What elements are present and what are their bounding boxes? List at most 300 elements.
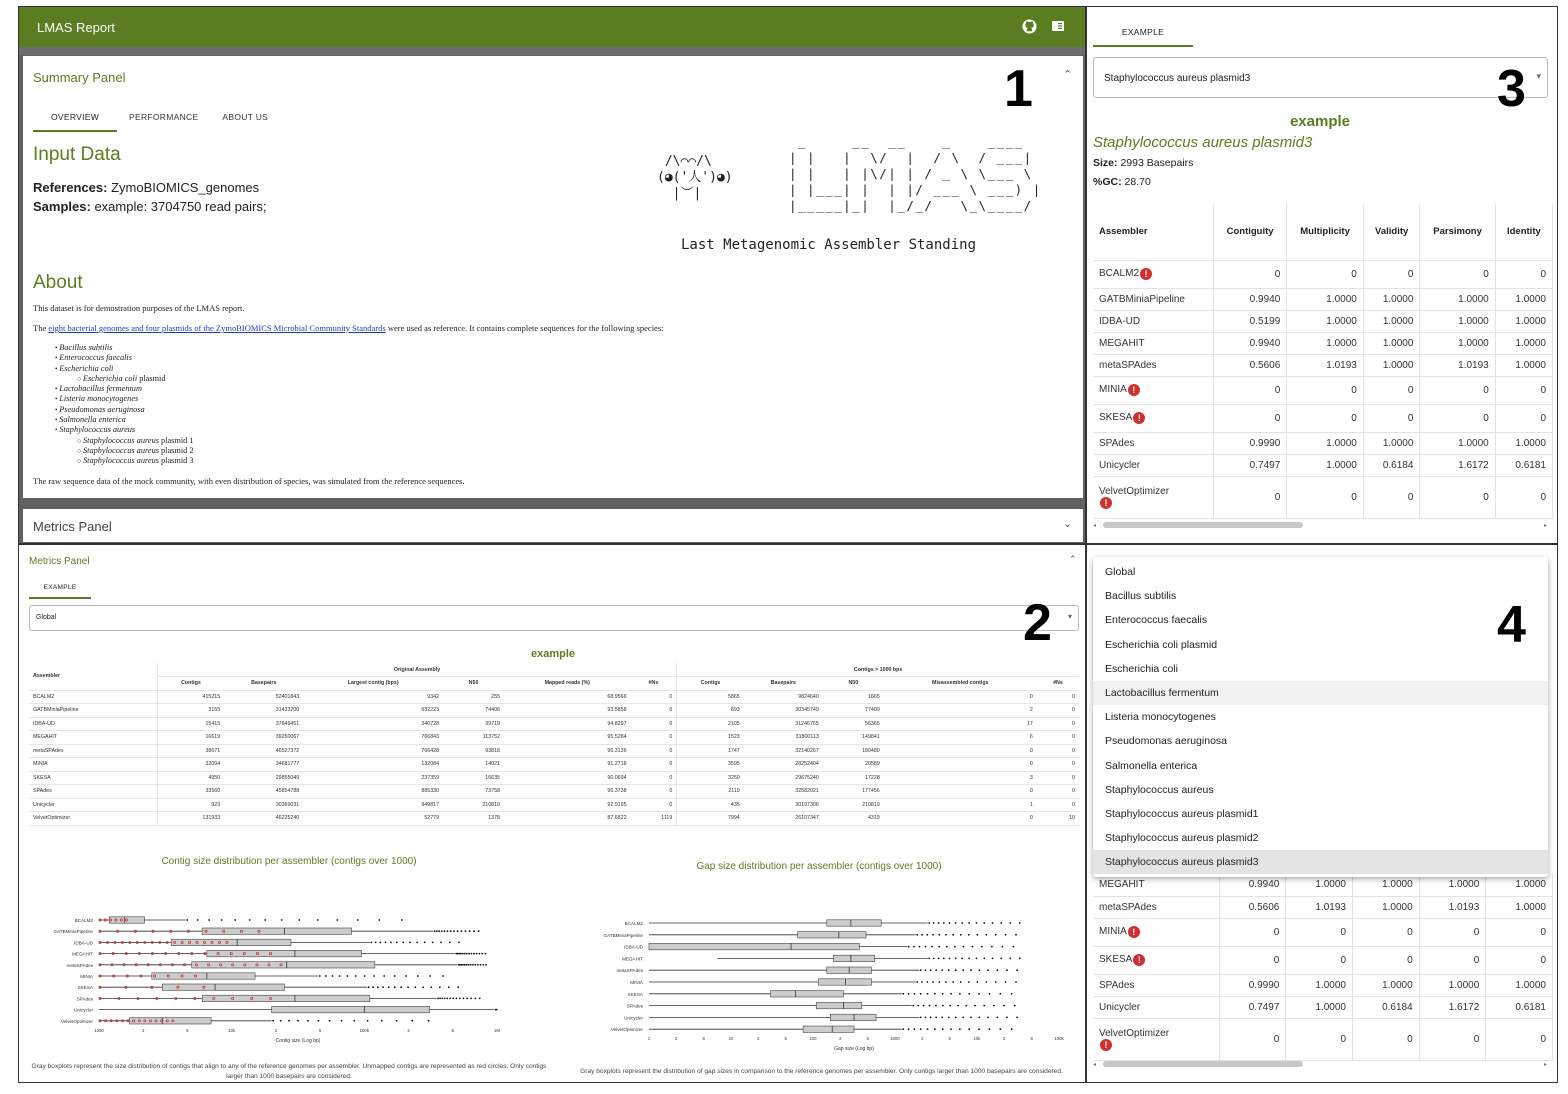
table-cell: 52779	[303, 812, 443, 826]
x-axis-label: Gap size (Log bp)	[834, 1046, 874, 1053]
table-cell: 180480	[823, 744, 884, 758]
github-icon[interactable]	[1022, 19, 1037, 34]
outlier-point	[968, 934, 970, 936]
outlier-point	[1012, 946, 1014, 948]
table-cell: 3	[884, 771, 1037, 785]
horizontal-scrollbar[interactable]: ◂ ▸	[1093, 523, 1547, 529]
table-cell: 87.6822	[504, 812, 631, 826]
table-cell: 0	[1219, 918, 1286, 946]
metrics-panel-collapsed[interactable]	[23, 509, 1083, 542]
table-cell: 0	[631, 704, 677, 718]
outlier-point	[409, 942, 411, 944]
tick-label: 5	[1030, 1036, 1033, 1042]
species-list-item	[55, 436, 194, 446]
outlier-point	[307, 1020, 309, 1022]
outlier-point	[955, 922, 957, 924]
column-header: Contigs	[157, 677, 224, 691]
assembler-name: metaSPAdes	[1099, 359, 1157, 371]
species-select[interactable]	[29, 605, 1079, 631]
dropdown-option[interactable]: Lactobacillus fermentum	[1093, 681, 1548, 705]
tab-about-us[interactable]: ABOUT US	[222, 112, 269, 122]
outlier-point	[417, 975, 419, 977]
table-cell: 9824640	[744, 690, 823, 704]
table-cell: 0	[1037, 744, 1079, 758]
outlier-point	[329, 1020, 331, 1022]
sample-title: example	[1289, 113, 1351, 130]
error-icon[interactable]: !	[1100, 1039, 1112, 1051]
dropdown-option[interactable]: Enterococcus faecalis	[1105, 614, 1208, 627]
table-cell: 0	[1037, 798, 1079, 812]
table-cell: 1.0000	[1287, 432, 1364, 454]
outlier-point	[442, 975, 444, 977]
expand-chevron-icon[interactable]: ⌄	[1063, 518, 1073, 530]
table-cell: 74406	[443, 704, 504, 718]
category-label: GATBMiniaPipeline	[603, 932, 643, 938]
dropdown-option[interactable]: Global	[1105, 566, 1136, 578]
outlier-point	[942, 1028, 944, 1030]
outlier-point	[925, 1017, 927, 1019]
species-list-item	[55, 364, 194, 374]
table-cell: 0	[1287, 376, 1364, 404]
tab-example[interactable]: EXAMPLE	[1093, 21, 1193, 47]
outlier-point	[221, 919, 223, 921]
summary-tabs	[33, 106, 280, 132]
outlier-point	[912, 1005, 914, 1007]
table-row	[29, 771, 1079, 785]
outlier-point	[281, 919, 283, 921]
species-name: Listeria monocytogenes	[59, 394, 139, 404]
category-label: SKESA	[627, 991, 643, 997]
table-cell: 1.0000	[1495, 432, 1552, 454]
table-cell: 923	[157, 798, 224, 812]
outlier-point	[938, 922, 940, 924]
sample-screenshot	[1086, 6, 1558, 544]
outlier-point	[373, 975, 375, 977]
outlier-point	[1009, 958, 1011, 960]
table-cell: 93.5858	[504, 704, 631, 718]
table-cell: 77409	[823, 704, 884, 718]
table-cell: 1.0000	[1363, 310, 1420, 332]
outlier-point	[902, 993, 904, 995]
table-cell: 0.9940	[1213, 288, 1286, 310]
error-icon[interactable]: !	[1133, 412, 1145, 424]
category-label: Unicycler	[74, 1007, 93, 1013]
assembler-name: SKESA	[29, 771, 157, 785]
outlier-point	[995, 934, 997, 936]
dropdown-option[interactable]: Bacillus subtilis	[1105, 590, 1177, 603]
outlier-point	[432, 942, 434, 944]
category-label: GATBMiniaPipeline	[53, 929, 93, 935]
tab-overview[interactable]: OVERVIEW	[33, 106, 117, 132]
outlier-point	[477, 964, 479, 966]
collapse-chevron-icon[interactable]: ⌃	[1069, 554, 1077, 564]
outlier-point	[396, 1020, 398, 1022]
table-cell: 91.2718	[504, 758, 631, 772]
table-cell: 9342	[303, 690, 443, 704]
outlier-point	[921, 981, 923, 983]
outlier-point	[485, 964, 487, 966]
tick-label: 5	[186, 1027, 189, 1033]
outlier-point	[449, 942, 451, 944]
dropdown-option[interactable]: Salmonella enterica	[1105, 759, 1198, 772]
table-cell: 29675240	[744, 771, 823, 785]
outlier-point	[405, 975, 407, 977]
column-header: Assembler	[29, 663, 157, 690]
scrollbar-thumb[interactable]	[1103, 1061, 1303, 1067]
table-cell: 68.9566	[504, 690, 631, 704]
collapse-chevron-icon[interactable]: ⌃	[1063, 69, 1073, 81]
about-paragraph-3: The raw sequence data of the mock community, with even distribution of species, was simulated from the reference sequences.	[33, 476, 465, 486]
outlier-point	[908, 993, 910, 995]
dropdown-option[interactable]: Staphylococcus aureus plasmid3	[1093, 850, 1548, 874]
assembler-name: Unicycler	[1099, 1001, 1141, 1013]
assembler-name: metaSPAdes	[29, 744, 157, 758]
gap-chart-caption: Gray boxplots represent the distribution of gap sizes in comparison to the reference genomes per assembler. Only contigs larger than 1000 basepairs are considered.	[580, 1068, 1063, 1075]
table-cell: 15415	[157, 717, 224, 731]
column-header: #Ns	[1037, 677, 1079, 691]
table-cell: 0	[631, 731, 677, 745]
table-row	[1093, 454, 1553, 476]
table-cell: 0	[1353, 946, 1420, 974]
table-cell: 0	[631, 690, 677, 704]
tick-label: 10k	[228, 1027, 236, 1033]
outlier-point	[927, 1028, 929, 1030]
outlier-point	[917, 1005, 919, 1007]
metrics-panel-title: Metrics Panel	[29, 556, 90, 567]
column-header: Identity	[1495, 204, 1552, 260]
table-cell: 1.0000	[1353, 896, 1420, 918]
error-icon[interactable]: !	[1133, 954, 1145, 966]
tab-example[interactable]: EXAMPLE	[29, 581, 91, 599]
assembler-cell	[1093, 310, 1213, 332]
panel-number-4: 4	[1497, 596, 1526, 654]
outlier-point	[458, 942, 460, 944]
species-list-item	[55, 343, 194, 353]
table-cell: 435	[677, 798, 744, 812]
table-cell: 0	[1037, 771, 1079, 785]
table-cell: 0.5606	[1213, 354, 1286, 376]
outlier-point	[928, 958, 930, 960]
outlier-point	[470, 964, 472, 966]
assembler-name: GATBMiniaPipeline	[1099, 293, 1185, 305]
dropdown-option[interactable]: Staphylococcus aureus	[1105, 783, 1214, 796]
column-header: #Ns	[631, 677, 677, 691]
table-cell: 30345749	[744, 704, 823, 718]
outlier-point	[264, 919, 266, 921]
outlier-point	[945, 981, 947, 983]
table-cell: 0	[1420, 404, 1495, 432]
metrics-panel-collapsed-title: Metrics Panel	[33, 519, 112, 534]
table-cell: 1.0000	[1353, 974, 1420, 996]
sample-species-name: Staphylococcus aureus plasmid3	[1093, 134, 1313, 151]
dropdown-option[interactable]: Staphylococcus aureus plasmid2	[1105, 832, 1259, 845]
table-cell: 0	[1486, 946, 1553, 974]
samples-line: Samples: example: 3704750 read pairs;	[33, 199, 267, 214]
outlier-point	[466, 953, 468, 955]
outlier-point	[478, 953, 480, 955]
outlier-point	[390, 942, 392, 944]
bullet: ○	[77, 457, 83, 466]
table-cell: 1.6172	[1420, 454, 1495, 476]
outlier-point	[450, 930, 452, 932]
outlier-point	[941, 969, 943, 971]
table-row	[29, 798, 1079, 812]
outlier-point	[992, 922, 994, 924]
dropdown-option[interactable]: Listeria monocytogenes	[1105, 711, 1216, 724]
error-icon[interactable]: !	[1128, 384, 1140, 396]
bullet: •	[55, 416, 60, 425]
outlier-point	[1003, 1005, 1005, 1007]
contig-chart-title: Contig size distribution per assembler (contigs over 1000)	[161, 856, 417, 867]
table-cell: 94.8297	[504, 717, 631, 731]
table-cell: 0	[1419, 918, 1486, 946]
table-cell: 1.0000	[1495, 332, 1552, 354]
tick-label: 2	[142, 1027, 145, 1033]
tick-label: 5	[948, 1036, 951, 1042]
tick-label: 2	[839, 1036, 842, 1042]
outlier-point	[479, 998, 481, 1000]
summary-panel-title: Summary Panel	[33, 70, 126, 85]
gap-size-boxplot	[559, 910, 1086, 1055]
category-label: SKESA	[77, 985, 93, 991]
outlier-point	[938, 958, 940, 960]
outlier-point	[976, 934, 978, 936]
table-cell: 1.0000	[1420, 332, 1495, 354]
outlier-point	[965, 1005, 967, 1007]
bullet: •	[55, 395, 60, 404]
category-label: VelvetOptimizer	[60, 1018, 93, 1024]
outlier-point	[367, 1020, 369, 1022]
dropdown-option[interactable]: Escherichia coli plasmid	[1105, 638, 1218, 651]
about-paragraph-1: This dataset is for demostration purposes of the LMAS report.	[33, 303, 245, 313]
assembler-cell	[1093, 1018, 1219, 1060]
contig-chart-caption: Gray boxplots represent the size distribution of contigs that align to any of the reference genomes per assembler. Unmapped contigs are represented as red circles. Only contigs larger than 1000 basepairs are considered.	[31, 1063, 547, 1080]
table-cell: 1.0000	[1287, 310, 1364, 332]
ascii-mascot: /\⌒⌒/\ (◕('人')◕) |︶|	[657, 154, 733, 201]
outlier-point	[378, 919, 380, 921]
category-label: MINIA	[80, 974, 93, 979]
box	[798, 932, 866, 938]
assembler-name: MEGAHIT	[29, 731, 157, 745]
table-cell: 31800113	[744, 731, 823, 745]
scrollbar-thumb[interactable]	[1103, 522, 1303, 528]
table-row	[29, 758, 1079, 772]
outlier-point	[920, 969, 922, 971]
outlier-point	[1006, 969, 1008, 971]
outlier-point	[983, 1005, 985, 1007]
dropdown-option[interactable]: Pseudomonas aeruginosa	[1105, 735, 1228, 748]
outlier-point	[441, 930, 443, 932]
outlier-point	[439, 986, 441, 988]
outlier-point	[955, 1017, 957, 1019]
tab-performance[interactable]: PERFORMANCE	[129, 112, 199, 122]
table-cell: 1.0000	[1287, 454, 1364, 476]
zymobiomics-link[interactable]: eight bacterial genomes and four plasmids of the ZymoBIOMICS Microbial Community Standards	[48, 323, 386, 333]
assembler-cell	[1093, 260, 1213, 288]
box	[202, 995, 370, 1001]
outlier-point	[1014, 1005, 1016, 1007]
outlier-point	[379, 942, 381, 944]
table-row	[1093, 974, 1553, 996]
category-label: IDBA-UD	[74, 940, 93, 946]
outlier-point	[457, 986, 459, 988]
table-cell: 34681777	[224, 758, 303, 772]
table-cell: 0	[1419, 946, 1486, 974]
group-header-original: Original Assembly	[157, 663, 677, 677]
table-cell: 0	[631, 744, 677, 758]
outlier-point	[934, 1028, 936, 1030]
outlier-point	[464, 964, 466, 966]
table-cell: 0	[1213, 376, 1286, 404]
outlier-point	[464, 953, 466, 955]
table-cell: 20589	[823, 758, 884, 772]
outlier-point	[401, 919, 403, 921]
outlier-point	[355, 975, 357, 977]
assembler-name: SKESA	[1099, 412, 1133, 423]
table-cell: 1.0193	[1420, 354, 1495, 376]
outlier-point	[920, 1028, 922, 1030]
species-select[interactable]	[1093, 57, 1548, 98]
assembler-cell	[1093, 946, 1219, 974]
ascii-lmas-logo: _ __ __ _ ____ | | | \/ | / \ / ___| | | | |\/| | / _ \ \___ \ | |___| | | |/ ___ \ ___) | |_____|_| |_/_/ \_\____/	[789, 134, 1042, 213]
species-name: Staphylococcus aureus	[82, 435, 159, 445]
table-cell: 0.5606	[1219, 896, 1286, 918]
box	[803, 1026, 854, 1032]
outlier-point	[950, 993, 952, 995]
table-cell: 1747	[677, 744, 744, 758]
column-header: Multiplicity	[1287, 204, 1364, 260]
outlier-point	[468, 964, 470, 966]
box	[771, 991, 844, 997]
table-cell: 0	[1353, 1018, 1420, 1060]
table-cell: 0	[631, 771, 677, 785]
species-list-item	[55, 384, 194, 394]
outlier-point	[989, 1028, 991, 1030]
table-cell: 1119	[631, 812, 677, 826]
size-line: Size: 2993 Basepairs	[1093, 157, 1194, 169]
category-label: MINIA	[630, 980, 643, 985]
outlier-point	[382, 986, 384, 988]
assembler-cell	[1093, 454, 1213, 476]
error-icon[interactable]: !	[1128, 926, 1140, 938]
dropdown-option[interactable]: Escherichia coli	[1105, 662, 1178, 675]
outlier-point	[482, 964, 484, 966]
category-label: BCALM2	[74, 918, 93, 923]
outlier-point	[989, 993, 991, 995]
table-cell: 0.6184	[1353, 996, 1420, 1018]
outlier-point	[468, 953, 470, 955]
tick-label: 1000	[94, 1027, 104, 1033]
dropdown-option[interactable]: Staphylococcus aureus plasmid1	[1105, 807, 1259, 820]
table-cell: 340728	[303, 717, 443, 731]
table-header-row	[1093, 204, 1553, 260]
outlier-point	[437, 998, 439, 1000]
table-cell: 45854788	[224, 785, 303, 799]
error-icon[interactable]: !	[1100, 497, 1112, 509]
table-cell: 949817	[303, 798, 443, 812]
outlier-point	[913, 946, 915, 948]
table-cell: 39250067	[224, 731, 303, 745]
assembler-cell	[1093, 376, 1213, 404]
species-name: Staphylococcus aureus	[82, 456, 159, 466]
table-group-header	[29, 663, 1079, 677]
outlier-point	[394, 975, 396, 977]
outlier-point	[208, 919, 210, 921]
error-icon[interactable]: !	[1140, 268, 1152, 280]
table-cell: 14021	[443, 758, 504, 772]
outlier-point	[925, 969, 927, 971]
tick-label: 2	[757, 1036, 760, 1042]
assembler-cell	[1093, 432, 1213, 454]
outlier-point	[946, 946, 948, 948]
table-row	[29, 690, 1079, 704]
horizontal-scrollbar[interactable]: ◂ ▸	[1093, 1062, 1547, 1068]
outlier-point	[1006, 1017, 1008, 1019]
box	[830, 1014, 876, 1020]
outlier-point	[920, 1017, 922, 1019]
assembler-name: IDBA-UD	[29, 717, 157, 731]
outlier-point	[968, 981, 970, 983]
outlier-point	[325, 975, 327, 977]
category-label: SPAdes	[626, 1003, 643, 1009]
sidebar-toggle-icon[interactable]	[1051, 19, 1065, 33]
outlier-point	[949, 922, 951, 924]
outlier-point	[920, 993, 922, 995]
species-name: Pseudomonas aeruginosa	[59, 404, 145, 414]
outlier-point	[930, 1017, 932, 1019]
outlier-point	[943, 922, 945, 924]
assembler-cell	[1093, 974, 1219, 996]
table-cell: 0	[631, 798, 677, 812]
table-cell: 17228	[823, 771, 884, 785]
species-list-item	[55, 394, 194, 404]
column-header: N50	[443, 677, 504, 691]
outlier-point	[948, 969, 950, 971]
table-cell: 0	[1420, 476, 1495, 518]
table-row	[1093, 288, 1553, 310]
outlier-point	[465, 930, 467, 932]
outlier-point	[422, 986, 424, 988]
outlier-point	[938, 934, 940, 936]
tick-label: 2	[675, 1036, 678, 1042]
table-cell: 93818	[443, 744, 504, 758]
species-name: Lactobacillus fermentum	[59, 384, 142, 394]
outlier-point	[921, 934, 923, 936]
outlier-point	[981, 946, 983, 948]
table-cell: 96.3738	[504, 785, 631, 799]
table-row	[1093, 332, 1553, 354]
table-cell: 96.3136	[504, 744, 631, 758]
outlier-point	[480, 964, 482, 966]
table-cell: 4319	[823, 812, 884, 826]
table-cell: 0	[631, 758, 677, 772]
outlier-point	[957, 1005, 959, 1007]
table-cell: 0	[1219, 946, 1286, 974]
box	[833, 955, 874, 961]
table-cell: 52401843	[224, 690, 303, 704]
table-cell: 0	[884, 744, 1037, 758]
outlier-point	[999, 993, 1001, 995]
table-cell: 0	[1037, 731, 1079, 745]
column-header: Parsimony	[1420, 204, 1495, 260]
outlier-point	[402, 942, 404, 944]
table-cell: 5865	[677, 690, 744, 704]
metrics-screenshot	[18, 544, 1086, 1083]
outlier-point	[938, 981, 940, 983]
outlier-point	[908, 946, 910, 948]
outlier-point	[353, 1020, 355, 1022]
references-line: References: ZymoBIOMICS_genomes	[33, 180, 260, 195]
